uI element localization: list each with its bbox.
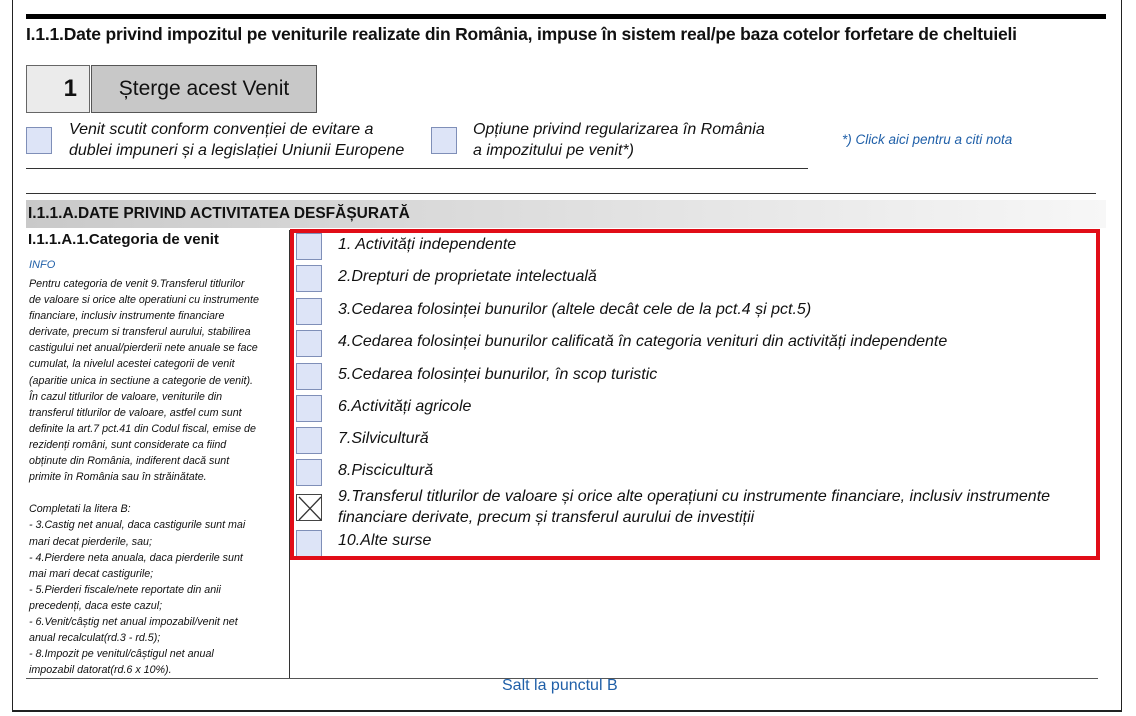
info-text: Pentru categoria de venit 9.Transferul titlurilor de valoare si orice alte operatiuni cu instrumente financiare, inclusiv instrumente financiare derivate, precum si transferul aurului, stabilirea castigului net anual/pierderii nete anuale se face cumulat, la nivelul acestei categorii de venit (aparitie unica in sectiune a categorie de venit). În cazul titlurilor de valoare, veniturile din transferul titlurilor de valoare, astfel cum sunt definite la art.7 pct.41 din Codul fiscal, emise de rezidenți români, sunt considerate ca fiind obținute din România, indiferent dacă sunt primite în România sau în străinătate. Completati la litera B: - 3.Castig net anual, daca castigurile sunt mai mari decat pierderile, sau; - 4.Pierdere neta anuala, daca pierderile sunt mai mari decat castigurile; - 5.Pierderi fiscale/nete reportate din anii precedenți, daca este cazul; - 6.Venit/câștig net anual impozabil/venit net anual recalculat(rd.3 - rd.5); - 8.Impozit pe venitul/câștigul net anual impozabil datorat(rd.6 x 10%).: [29, 278, 259, 677]
category-label-10: 10.Alte surse: [338, 532, 432, 549]
section-divider: [26, 193, 1096, 194]
regularization-option-checkbox[interactable]: [431, 127, 457, 154]
activity-section-header: I.1.1.A.DATE PRIVIND ACTIVITATEA DESFĂȘURATĂ: [26, 200, 1106, 228]
delete-income-button[interactable]: Șterge acest Venit: [91, 65, 317, 113]
section-title: I.1.1.Date privind impozitul pe veniturile realizate din România, impuse în sistem real/pe baza cotelor forfetare de cheltuieli: [26, 24, 1017, 44]
info-label: INFO: [29, 259, 56, 271]
category-label-5: 5.Cedarea folosinței bunurilor, în scop turistic: [338, 366, 658, 383]
top-rule: [26, 14, 1106, 19]
category-label-2: 2.Drepturi de proprietate intelectuală: [338, 268, 597, 285]
jump-to-section-b-link[interactable]: Salt la punctul B: [502, 677, 618, 694]
category-highlight-box: [290, 229, 1100, 560]
category-label-9: 9.Transferul titlurilor de valoare și orice alte operațiuni cu instrumente financiare, inclusiv instrumente financiare derivate, precum și transferul aurului de investiții: [338, 488, 1051, 526]
exempt-income-checkbox[interactable]: [26, 127, 52, 154]
category-label-1: 1. Activități independente: [338, 236, 517, 253]
category-label-7: 7.Silvicultură: [338, 430, 429, 447]
regularization-option-label: Opțiune privind regularizarea în România a impozitului pe venit*): [473, 121, 765, 159]
read-note-link[interactable]: *) Click aici pentru a citi nota: [842, 132, 1013, 147]
category-label-4: 4.Cedarea folosinței bunurilor calificată în categoria venituri din activități independente: [338, 333, 948, 350]
category-title: I.1.1.A.1.Categoria de venit: [28, 231, 219, 248]
category-label-8: 8.Piscicultură: [338, 462, 434, 479]
category-label-6: 6.Activități agricole: [338, 398, 472, 415]
category-label-3: 3.Cedarea folosinței bunurilor (altele decât cele de la pct.4 și pct.5): [338, 301, 812, 318]
options-divider: [26, 168, 808, 169]
exempt-income-label: Venit scutit conform convenției de evitare a dublei impuneri și a legislației Uniunii Europene: [69, 121, 405, 159]
income-number-box: 1: [26, 65, 90, 113]
